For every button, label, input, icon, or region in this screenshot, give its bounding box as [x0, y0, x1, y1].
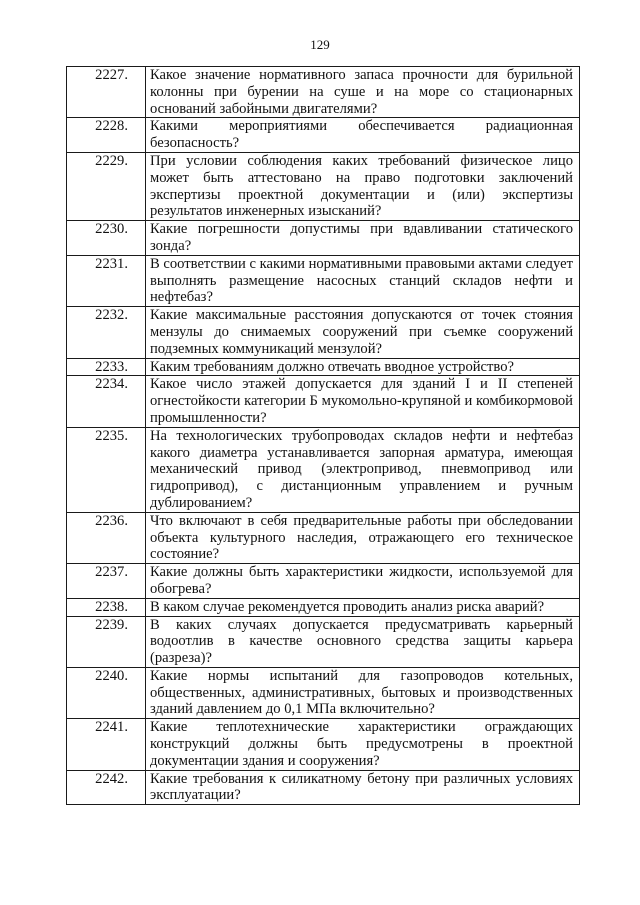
question-number: 2240. — [67, 667, 146, 718]
question-number: 2227. — [67, 67, 146, 118]
table-row — [67, 118, 580, 153]
table-row — [67, 427, 580, 512]
question-text: Какие нормы испытаний для газопроводов котельных, общественных, административных, бытовых и производственных зданий давлением до 0,1 МПа включительно? — [146, 667, 580, 718]
page-number: 129 — [310, 37, 330, 52]
table-row — [67, 358, 580, 376]
table-row — [67, 221, 580, 256]
question-text: Какое значение нормативного запаса прочности для бурильной колонны при бурении на суше и на море со стационарных оснований забойными двигателями? — [146, 67, 580, 118]
table-row — [67, 770, 580, 805]
table-row — [67, 598, 580, 616]
table-row — [67, 512, 580, 563]
question-text: Какими мероприятиями обеспечивается радиационная безопасность? — [146, 118, 580, 153]
table-row — [67, 376, 580, 427]
table-row — [67, 152, 580, 220]
question-text: Что включают в себя предварительные работы при обследовании объекта культурного наследия, отражающего его техническое состояние? — [146, 512, 580, 563]
question-text: Какое число этажей допускается для зданий I и II степеней огнестойкости категории Б мукомольно-крупяной и комбикормовой промышленности? — [146, 376, 580, 427]
question-text: При условии соблюдения каких требований физическое лицо может быть аттестовано на право подготовки заключений экспертизы проектной документации и (или) экспертизы результатов инженерных изысканий? — [146, 152, 580, 220]
table-row — [67, 67, 580, 118]
questions-table — [66, 66, 580, 805]
question-text: В каком случае рекомендуется проводить анализ риска аварий? — [146, 598, 580, 616]
question-number: 2239. — [67, 616, 146, 667]
question-number: 2241. — [67, 719, 146, 770]
question-number: 2236. — [67, 512, 146, 563]
question-number: 2234. — [67, 376, 146, 427]
question-number: 2230. — [67, 221, 146, 256]
questions-table-body — [67, 67, 580, 805]
question-number: 2235. — [67, 427, 146, 512]
question-text: Какие должны быть характеристики жидкости, используемой для обогрева? — [146, 564, 580, 599]
table-row — [67, 616, 580, 667]
question-number: 2229. — [67, 152, 146, 220]
question-text: Каким требованиям должно отвечать вводное устройство? — [146, 358, 580, 376]
table-row — [67, 667, 580, 718]
table-row — [67, 255, 580, 306]
question-text: Какие теплотехнические характеристики ограждающих конструкций должны быть предусмотрены в проектной документации здания и сооружения? — [146, 719, 580, 770]
table-row — [67, 307, 580, 358]
question-text: Какие требования к силикатному бетону при различных условиях эксплуатации? — [146, 770, 580, 805]
question-number: 2238. — [67, 598, 146, 616]
table-row — [67, 564, 580, 599]
question-text: В каких случаях допускается предусматривать карьерный водоотлив в качестве основного средства защиты карьера (разреза)? — [146, 616, 580, 667]
table-row — [67, 719, 580, 770]
question-text: В соответствии с какими нормативными правовыми актами следует выполнять размещение насосных станций складов нефти и нефтебаз? — [146, 255, 580, 306]
question-number: 2228. — [67, 118, 146, 153]
question-text: На технологических трубопроводах складов нефти и нефтебаз какого диаметра устанавливается запорная арматура, имеющая механический привод (электропривод, пневмопривод или гидропривод), с дистанционным управлением и ручным дублированием? — [146, 427, 580, 512]
question-number: 2233. — [67, 358, 146, 376]
question-number: 2231. — [67, 255, 146, 306]
question-number: 2242. — [67, 770, 146, 805]
question-number: 2232. — [67, 307, 146, 358]
question-text: Какие максимальные расстояния допускаются от точек стояния мензулы до снимаемых сооружений при съемке сооружений подземных коммуникаций мензулой? — [146, 307, 580, 358]
question-number: 2237. — [67, 564, 146, 599]
question-text: Какие погрешности допустимы при вдавливании статического зонда? — [146, 221, 580, 256]
